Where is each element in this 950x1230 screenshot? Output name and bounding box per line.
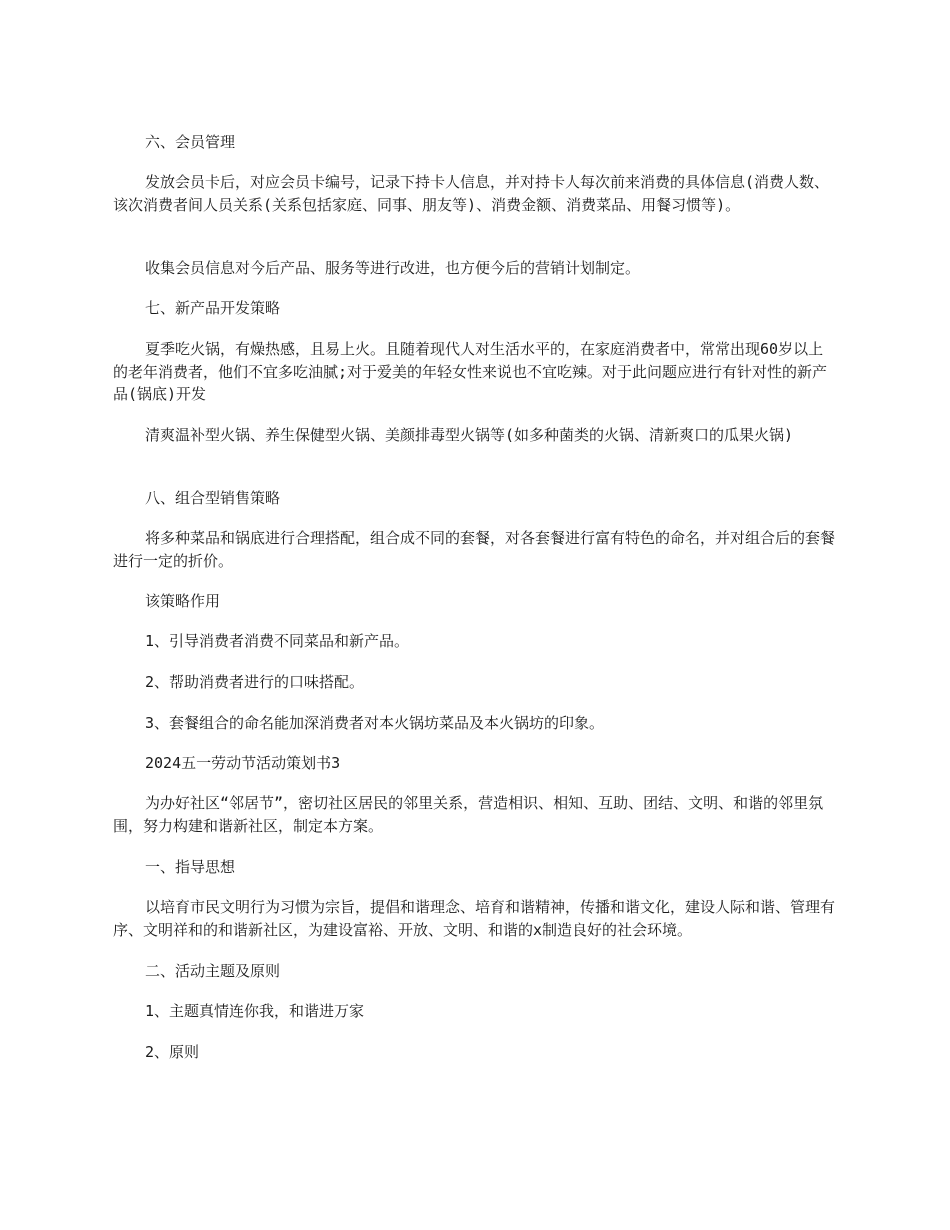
section-heading-guiding-thought: 一、指导思想: [145, 858, 236, 876]
list-item-principles: 2、原则: [145, 1043, 200, 1061]
list-item-effect-1: 1、引导消费者消费不同菜品和新产品。: [145, 632, 410, 650]
list-item-effect-3: 3、套餐组合的命名能加深消费者对本火锅坊菜品及本火锅坊的印象。: [145, 714, 605, 732]
paragraph-neighbor-festival: 为办好社区“邻居节”，密切社区居民的邻里关系，营造相识、相知、互助、团结、文明、和谐的邻里氛围，努力构建和谐新社区，制定本方案。: [113, 794, 824, 835]
list-item-theme: 1、主题真情连你我，和谐进万家: [145, 1002, 365, 1020]
paragraph-hotpot-types: 清爽温补型火锅、养生保健型火锅、美颜排毒型火锅等(如多种菌类的火锅、清新爽口的瓜果火锅): [145, 426, 794, 444]
section-heading-new-product: 七、新产品开发策略: [145, 299, 281, 317]
paragraph-combo-description: 将多种菜品和锅底进行合理搭配，组合成不同的套餐，对各套餐进行富有特色的命名，并对组合后的套餐进行一定的折价。: [113, 529, 836, 570]
paragraph-guiding-thought: 以培育市民文明行为习惯为宗旨，提倡和谐理念、培育和谐精神，传播和谐文化，建设人际和谐、管理有序、文明祥和的和谐新社区，为建设富裕、开放、文明、和谐的x制造良好的社会环境。: [113, 898, 836, 939]
section-heading-combo-sales: 八、组合型销售策略: [145, 489, 281, 507]
section-heading-theme-principles: 二、活动主题及原则: [145, 962, 281, 980]
paragraph-strategy-effect: 该策略作用: [145, 592, 221, 610]
list-item-effect-2: 2、帮助消费者进行的口味搭配。: [145, 673, 365, 691]
paragraph-collect-member-info: 收集会员信息对今后产品、服务等进行改进，也方便今后的营销计划制定。: [145, 259, 641, 277]
section-heading-member-management: 六、会员管理: [145, 133, 236, 151]
paragraph-member-card: 发放会员卡后，对应会员卡编号，记录下持卡人信息，并对持卡人每次前来消费的具体信息(消费人数、该次消费者间人员关系(关系包括家庭、同事、朋友等)、消费金额、消费菜品、用餐习惯等)。: [113, 173, 830, 214]
document-title-plan-3: 2024五一劳动节活动策划书3: [145, 754, 341, 772]
paragraph-summer-hotpot: 夏季吃火锅，有燥热感，且易上火。且随着现代人对生活水平的，在家庭消费者中，常常出现60岁以上的老年消费者，他们不宜多吃油腻;对于爱美的年轻女性来说也不宜吃辣。对于此问题应进行有针对性的新产品(锅底)开发: [113, 340, 828, 403]
